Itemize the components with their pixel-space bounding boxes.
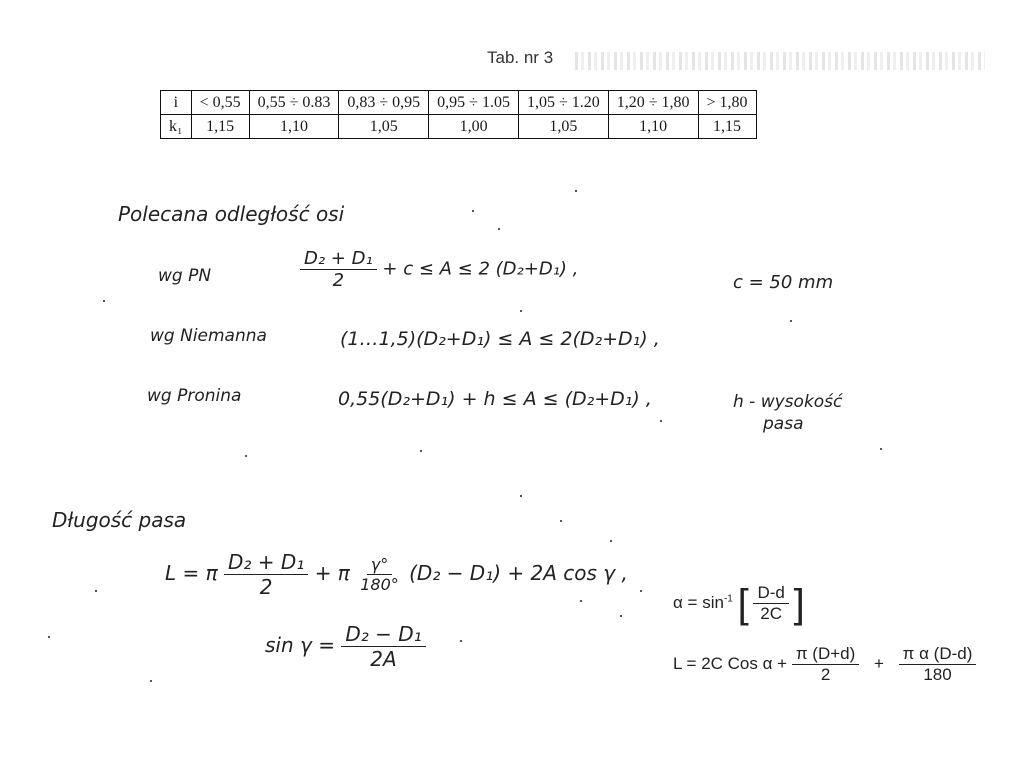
- pn-numerator: D₂ + D₁: [300, 248, 377, 270]
- table-cell: < 0,55: [191, 91, 249, 115]
- alpha-sup: -1: [723, 593, 733, 605]
- scan-speck: [48, 636, 50, 638]
- l-fraction-2: [356, 555, 403, 594]
- faded-scan-text: [575, 52, 985, 70]
- sin-gamma-formula: [265, 622, 426, 671]
- l2-plus: +: [874, 653, 884, 673]
- l-plus-pi: + π: [314, 561, 350, 585]
- l2-fraction-1-den: 2: [820, 665, 831, 684]
- belt-length-heading: Długość pasa: [52, 508, 187, 532]
- table-cell: > 1,80: [698, 91, 756, 115]
- scan-speck: [790, 320, 792, 322]
- sin-fraction-num: D₂ − D₁: [341, 622, 425, 647]
- table-cell: 1,15: [698, 115, 756, 139]
- table-row-i: [161, 91, 757, 115]
- sin-fraction-den: 2A: [370, 647, 397, 671]
- sin-fraction: [341, 622, 425, 671]
- table-cell: 1,05: [518, 115, 608, 139]
- table-cell: 1,10: [249, 115, 339, 139]
- alpha-formula: [673, 583, 805, 624]
- l-tail: (D₂ − D₁) + 2A cos γ ,: [409, 561, 628, 585]
- coefficient-table: [160, 90, 757, 139]
- scan-speck: [150, 680, 152, 682]
- pn-label: wg PN: [158, 266, 212, 286]
- alpha-num: D-d: [753, 583, 788, 604]
- table-row-k: [161, 115, 757, 139]
- l-fraction-1: [224, 550, 308, 599]
- table-cell: 0,83 ÷ 0,95: [339, 91, 429, 115]
- l2-lead: L = 2C Cos α +: [673, 653, 788, 673]
- table-cell: 1,20 ÷ 1,80: [608, 91, 698, 115]
- table-cell: 1,05: [339, 115, 429, 139]
- scan-speck: [640, 590, 642, 592]
- l2-fraction-1-num: π (D+d): [792, 644, 859, 665]
- left-bracket-icon: [: [737, 581, 749, 626]
- pronin-note-line2: pasa: [763, 414, 804, 434]
- alpha-lead: α = sin: [673, 592, 724, 612]
- scan-speck: [620, 615, 622, 617]
- scan-speck: [560, 520, 562, 522]
- scan-speck: [460, 640, 462, 642]
- l2-fraction-2-den: 180: [923, 665, 952, 684]
- scan-speck: [245, 455, 247, 457]
- l2-fraction-2: [899, 644, 977, 685]
- scan-speck: [660, 420, 662, 422]
- table-cell: 1,10: [608, 115, 698, 139]
- pn-fraction: [300, 248, 377, 291]
- pn-note: c = 50 mm: [733, 272, 834, 293]
- length-formula-typeset: [673, 644, 976, 685]
- table-cell: 0,95 ÷ 1.05: [429, 91, 519, 115]
- scan-speck: [520, 310, 522, 312]
- niemann-formula: (1…1,5)(D₂+D₁) ≤ A ≤ 2(D₂+D₁) ,: [340, 328, 660, 350]
- alpha-fraction: [753, 583, 788, 624]
- l2-fraction-2-num: π α (D-d): [899, 644, 977, 665]
- l-fraction-1-num: D₂ + D₁: [224, 550, 308, 575]
- scan-speck: [95, 590, 97, 592]
- scan-speck: [575, 190, 577, 192]
- scan-speck: [520, 495, 522, 497]
- scan-speck: [880, 448, 882, 450]
- l-fraction-2-den: 180°: [360, 575, 399, 594]
- pn-rest: + c ≤ A ≤ 2 (D₂+D₁) ,: [382, 258, 579, 280]
- table-cell: 1,00: [429, 115, 519, 139]
- scan-speck: [103, 300, 105, 302]
- axis-distance-heading: Polecana odległość osi: [118, 202, 345, 226]
- l-fraction-2-num: γ°: [367, 555, 392, 575]
- right-bracket-icon: ]: [793, 581, 805, 626]
- pn-denominator: 2: [332, 270, 345, 291]
- pronin-note-line1: h - wysokość: [733, 392, 843, 412]
- scan-speck: [472, 210, 474, 212]
- l2-fraction-1: [792, 644, 859, 685]
- scan-speck: [610, 540, 612, 542]
- scan-speck: [498, 228, 500, 230]
- belt-length-formula: [165, 550, 628, 599]
- alpha-den: 2C: [760, 604, 782, 623]
- l-fraction-1-den: 2: [259, 575, 273, 599]
- table-cell: 1,15: [191, 115, 249, 139]
- table-cell: 1,05 ÷ 1.20: [518, 91, 608, 115]
- l-lead: L = π: [165, 561, 218, 585]
- table-cell: i: [161, 91, 192, 115]
- niemann-label: wg Niemanna: [150, 326, 267, 346]
- table-cell: 0,55 ÷ 0.83: [249, 91, 339, 115]
- pn-formula: [300, 248, 578, 291]
- pronin-label: wg Pronina: [147, 386, 242, 406]
- table-number: Tab. nr 3: [487, 48, 554, 67]
- scan-speck: [580, 600, 582, 602]
- sin-lead: sin γ =: [265, 633, 335, 657]
- table-cell: k₁: [161, 115, 192, 139]
- scan-speck: [420, 450, 422, 452]
- pronin-formula: 0,55(D₂+D₁) + h ≤ A ≤ (D₂+D₁) ,: [338, 388, 652, 410]
